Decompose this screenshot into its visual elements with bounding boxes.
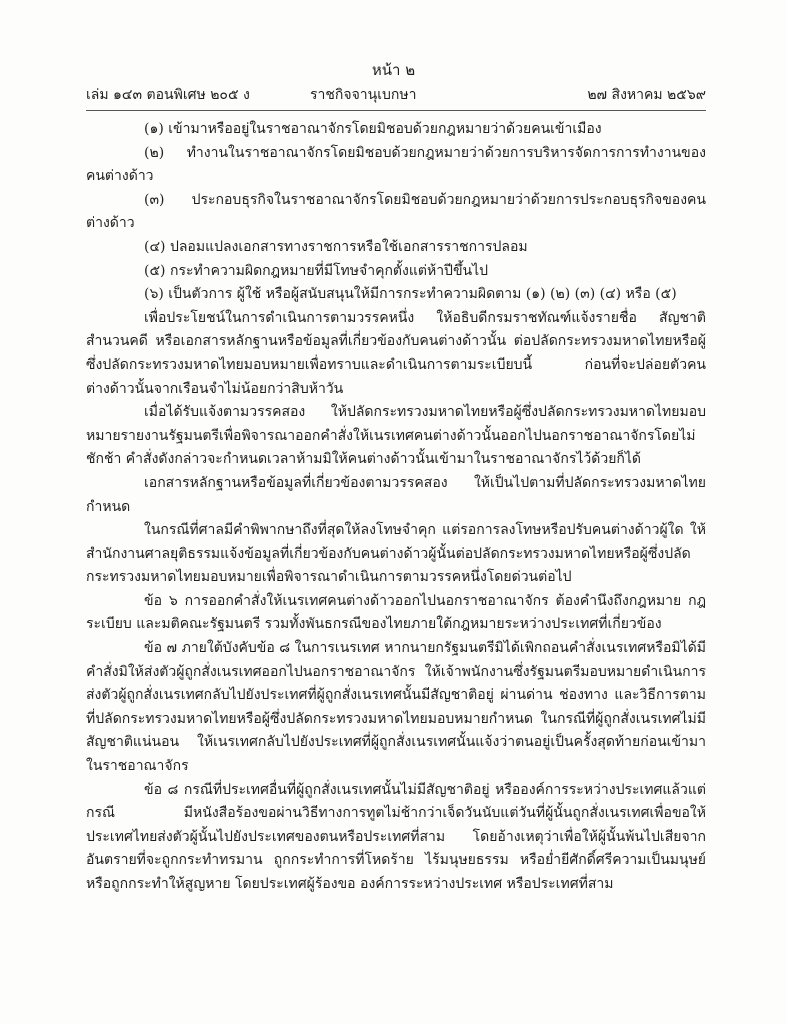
document-body	[86, 118, 706, 897]
clause-5: (๕) กระทำความผิดกฎหมายที่มีโทษจำคุกตั้งแต่ห้าปีขึ้นไป	[144, 262, 489, 279]
clause-4: (๔) ปลอมแปลงเอกสารทางราชการหรือใช้เอกสารราชการปลอม	[144, 238, 528, 255]
clause-6: (๖) เป็นตัวการ ผู้ใช้ หรือผู้สนับสนุนให้มีการกระทำความผิดตาม (๑) (๒) (๓) (๔) หรือ (๕)	[144, 286, 677, 303]
clause-1: (๑) เข้ามาหรืออยู่ในราชอาณาจักรโดยมิชอบด้วยกฎหมายว่าด้วยคนเข้าเมือง	[144, 121, 602, 137]
paragraph-evidence: เอกสารหลักฐานหรือข้อมูลที่เกี่ยวข้องตามวรรคสอง ให้เป็นไปตามที่ปลัดกระทรวงมหาดไทยกำหนด	[86, 474, 706, 515]
clause-3: (๓) ประกอบธุรกิจในราชอาณาจักรโดยมิชอบด้วยกฎหมายว่าด้วยการประกอบธุรกิจของคนต่างด้าว	[86, 191, 706, 232]
paragraph-notification: เพื่อประโยชน์ในการดำเนินการตามวรรคหนึ่ง ให้อธิบดีกรมราชทัณฑ์แจ้งรายชื่อ สัญชาติ สำนวนคดี หรือเอกสารหลักฐานหรือข้อมูลที่เกี่ยวข้องกับคนต่างด้าวนั้น ต่อปลัดกระทรวงมหาดไทยหรือผู้ซึ่งปลัดกระทรวงมหาดไทยมอบหมายเพื่อทราบและดำเนินการตามระเบียบนี้ ก่อนที่จะปล่อยตัวคนต่างด้าวนั้นจากเรือนจำไม่น้อยกว่าสิบห้าวัน	[86, 309, 706, 397]
paragraph-report: เมื่อได้รับแจ้งตามวรรคสอง ให้ปลัดกระทรวงมหาดไทยหรือผู้ซึ่งปลัดกระทรวงมหาดไทยมอบหมายรายงานรัฐมนตรีเพื่อพิจารณาออกคำสั่งให้เนรเทศคนต่างด้าวนั้นออกไปนอกราชอาณาจักรโดยไม่ชักช้า คำสั่งดังกล่าวจะกำหนดเวลาห้ามมิให้คนต่างด้าวนั้นเข้ามาในราชอาณาจักรไว้ด้วยก็ได้	[86, 404, 706, 468]
gazette-title: ราชกิจจานุเบกษา	[310, 87, 417, 103]
header-rule	[86, 110, 706, 111]
page-number: หน้า ๒	[371, 61, 416, 79]
paragraph-court: ในกรณีที่ศาลมีคำพิพากษาถึงที่สุดให้ลงโทษจำคุก แต่รอการลงโทษหรือปรับคนต่างด้าวผู้ใด ให้สำนักงานศาลยุติธรรมแจ้งข้อมูลที่เกี่ยวข้องกับคนต่างด้าวผู้นั้นต่อปลัดกระทรวงมหาดไทยหรือผู้ซึ่งปลัดกระทรวงมหาดไทยมอบหมายเพื่อพิจารณาดำเนินการตามวรรคหนึ่งโดยด่วนต่อไป	[86, 522, 706, 586]
volume-info: เล่ม ๑๔๓ ตอนพิเศษ ๒๐๕ ง	[86, 87, 250, 103]
article-6: ข้อ ๖ การออกคำสั่งให้เนรเทศคนต่างด้าวออกไปนอกราชอาณาจักร ต้องคำนึงถึงกฎหมาย กฎระเบียบ และมติคณะรัฐมนตรี รวมทั้งพันธกรณีของไทยภายใต้กฎหมายระหว่างประเทศที่เกี่ยวข้อง	[86, 592, 706, 633]
article-7: ข้อ ๗ ภายใต้บังคับข้อ ๘ ในการเนรเทศ หากนายกรัฐมนตรีมิได้เพิกถอนคำสั่งเนรเทศหรือมิได้มีคำสั่งมิให้ส่งตัวผู้ถูกสั่งเนรเทศออกไปนอกราชอาณาจักร ให้เจ้าพนักงานซึ่งรัฐมนตรีมอบหมายดำเนินการส่งตัวผู้ถูกสั่งเนรเทศกลับไปยังประเทศที่ผู้ถูกสั่งเนรเทศนั้นมีสัญชาติอยู่ ผ่านด่าน ช่องทาง และวิธีการตามที่ปลัดกระทรวงมหาดไทยหรือผู้ซึ่งปลัดกระทรวงมหาดไทยมอบหมายกำหนด ในกรณีที่ผู้ถูกสั่งเนรเทศไม่มีสัญชาติแน่นอน ให้เนรเทศกลับไปยังประเทศที่ผู้ถูกสั่งเนรเทศนั้นแจ้งว่าตนอยู่เป็นครั้งสุดท้ายก่อนเข้ามาในราชอาณาจักร	[86, 640, 706, 775]
publication-date: ๒๗ สิงหาคม ๒๕๖๙	[587, 87, 706, 103]
clause-2: (๒) ทำงานในราชอาณาจักรโดยมิชอบด้วยกฎหมายว่าด้วยการบริหารจัดการการทำงานของคนต่างด้าว	[86, 144, 706, 185]
article-8: ข้อ ๘ กรณีที่ประเทศอื่นที่ผู้ถูกสั่งเนรเทศนั้นไม่มีสัญชาติอยู่ หรือองค์การระหว่างประเทศแล้วแต่กรณี มีหนังสือร้องขอผ่านวิธีทางการทูตไม่ช้ากว่าเจ็ดวันนับแต่วันที่ผู้นั้นถูกสั่งเนรเทศเพื่อขอให้ประเทศไทยส่งตัวผู้นั้นไปยังประเทศของตนหรือประเทศที่สาม โดยอ้างเหตุว่าเพื่อให้ผู้นั้นพ้นไปเสียจากอันตรายที่จะถูกกระทำทรมาน ถูกกระทำการที่โหดร้าย ไร้มนุษยธรรม หรือย่ำยีศักดิ์ศรีความเป็นมนุษย์ หรือถูกกระทำให้สูญหาย โดยประเทศผู้ร้องขอ องค์การระหว่างประเทศ หรือประเทศที่สาม	[86, 781, 706, 892]
